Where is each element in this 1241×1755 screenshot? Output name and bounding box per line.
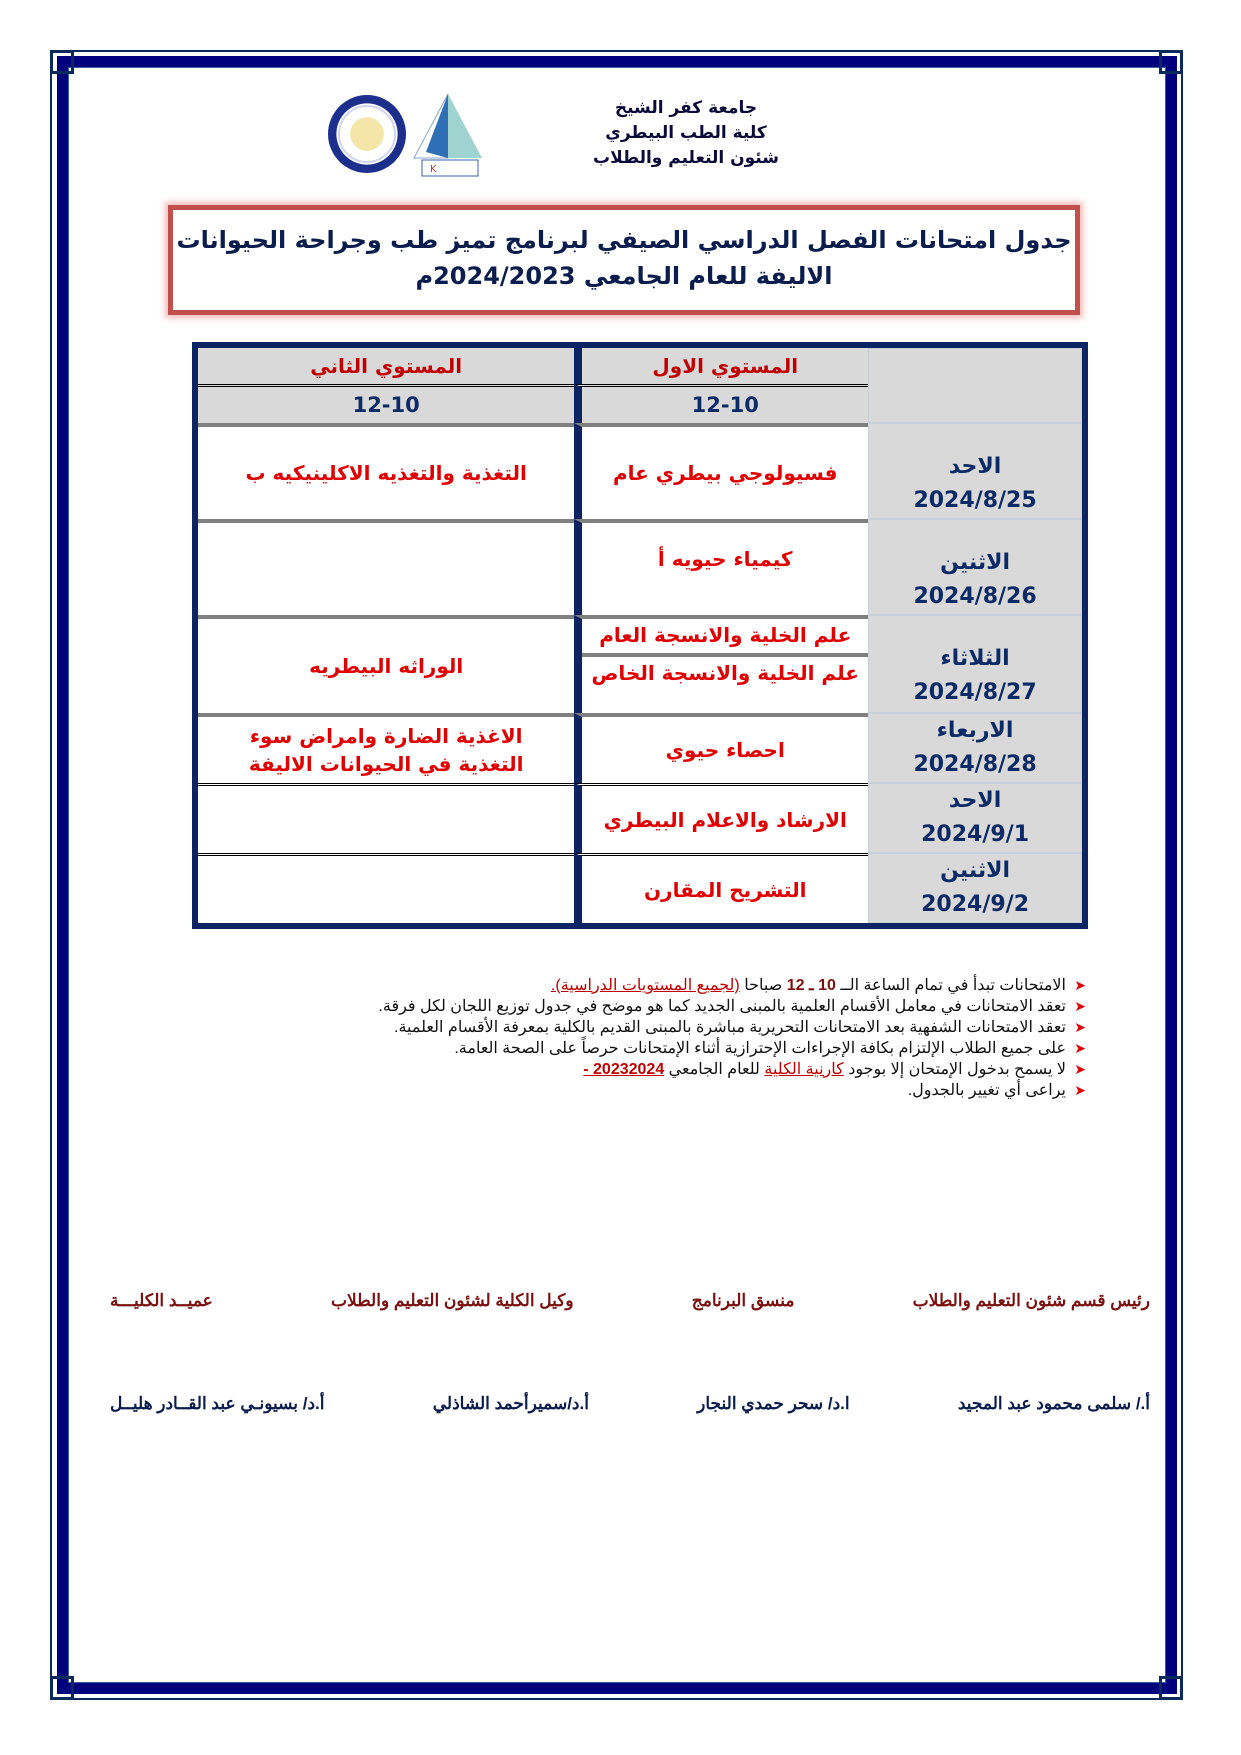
title-line-1: جدول امتحانات الفصل الدراسي الصيفي لبرنامج تميز طب وجراحة الحيوانات xyxy=(176,226,1072,254)
note-item: ➤ على جميع الطلاب الإلتزام بكافة الإجراءات الإحترازية أثناء الإمتحانات حرصاً على الصحة العامة. xyxy=(454,1040,1086,1057)
table-row xyxy=(198,423,1082,519)
column-header-level-2: المستوي الثاني xyxy=(198,348,574,384)
exam-date: 2024/9/2 xyxy=(921,892,1030,917)
signature-title: عميــد الكليـــة xyxy=(110,1291,213,1310)
all-levels-note: (لجميع المستويات الدراسية). xyxy=(550,977,740,994)
border-corner-ornament xyxy=(1159,1676,1183,1700)
university-name: جامعة كفر الشيخ xyxy=(614,98,758,118)
signatory-name: ا.د/ سحر حمدي النجار xyxy=(697,1394,850,1413)
subject-level-1 xyxy=(574,713,868,783)
subject-level-2: التغذية والتغذيه الاكلينيكيه ب xyxy=(198,423,574,519)
column-header-level-1: المستوي الاول xyxy=(574,348,868,384)
exam-time-range: 10 ـ 12 xyxy=(786,977,836,994)
day-name: الاثنين xyxy=(940,550,1011,575)
day-cell xyxy=(868,519,1082,615)
subject-level-2 xyxy=(198,519,574,615)
table-row xyxy=(198,783,1082,853)
subject-name: كيمياء حيويه أ xyxy=(657,547,793,571)
signature-title: رئيس قسم شئون التعليم والطلاب xyxy=(912,1291,1150,1310)
faculty-id-card-note: كارنية الكلية xyxy=(764,1061,844,1078)
subject-level-1 xyxy=(574,615,868,713)
day-name: الاحد xyxy=(948,454,1002,479)
subject-level-1 xyxy=(574,853,868,923)
subject-name: التشريح المقارن xyxy=(643,877,807,902)
exam-date: 2024/8/26 xyxy=(913,584,1037,609)
border-corner-ornament xyxy=(50,1676,74,1700)
arrow-bullet-icon: ➤ xyxy=(1074,1040,1086,1056)
subject-level-2: الاغذية الضارة وامراض سوء التغذية في الحيوانات الاليفة xyxy=(198,713,574,783)
time-level-1: 12-10 xyxy=(574,384,868,423)
academic-year: 20232024 - xyxy=(583,1061,665,1078)
subject-level-2: الوراثه البيطريه xyxy=(198,615,574,713)
signatory-name: أ./ سلمى محمود عبد المجيد xyxy=(957,1394,1150,1413)
day-cell xyxy=(868,615,1082,713)
page-title xyxy=(168,205,1080,315)
note-item: ➤ تعقد الامتحانات الشفهية بعد الامتحانات التحريرية مباشرة بالمبنى القديم بالكلية بمعرفة الأقسام العلمية. xyxy=(394,1019,1086,1036)
subject-level-2 xyxy=(198,783,574,853)
arrow-bullet-icon: ➤ xyxy=(1074,977,1086,993)
department-name: شئون التعليم والطلاب xyxy=(593,148,779,168)
subject-level-1 xyxy=(574,519,868,615)
header-corner-cell xyxy=(868,348,1082,423)
title-line-2: الاليفة للعام الجامعي 2024/2023م xyxy=(415,262,833,290)
signature-title: وكيل الكلية لشئون التعليم والطلاب xyxy=(330,1291,574,1310)
subject-name: احصاء حيوي xyxy=(665,738,785,762)
signature-title: منسق البرنامج xyxy=(691,1291,795,1310)
signatory-name: أ.د/سميرأحمد الشاذلي xyxy=(432,1394,589,1413)
subject-name: علم الخلية والانسجة الخاص xyxy=(591,661,859,685)
table-row xyxy=(198,615,1082,713)
note-item: ➤ يراعى أي تغيير بالجدول. xyxy=(907,1082,1086,1099)
signature-names xyxy=(110,1394,1150,1414)
day-name: الاثنين xyxy=(940,858,1011,883)
subject-name: الارشاد والاعلام البيطري xyxy=(603,807,847,832)
table-row xyxy=(198,713,1082,783)
day-cell xyxy=(868,713,1082,783)
faculty-name: كلية الطب البيطري xyxy=(605,123,767,143)
day-cell xyxy=(868,783,1082,853)
exam-notes-list xyxy=(186,975,1086,1101)
day-name: الاحد xyxy=(948,788,1002,813)
note-item: ➤ تعقد الامتحانات في معامل الأقسام العلمية بالمبنى الجديد كما هو موضح في جدول توزيع اللجان لكل فرقة. xyxy=(378,998,1086,1015)
table-header-row xyxy=(198,348,1082,384)
table-row xyxy=(198,519,1082,615)
time-level-2: 12-10 xyxy=(198,384,574,423)
note-item: ➤ الامتحانات تبدأ في تمام الساعة الــ 10 ـ 12 صباحا (لجميع المستويات الدراسية). xyxy=(550,977,1086,994)
day-cell xyxy=(868,853,1082,923)
exam-date: 2024/8/27 xyxy=(913,680,1037,705)
exam-date: 2024/8/25 xyxy=(913,488,1037,513)
signatory-name: أ.د/ بسيونـي عبد القــادر هليــل xyxy=(110,1394,325,1413)
subject-level-2 xyxy=(198,853,574,923)
subject-level-1 xyxy=(574,783,868,853)
institution-header xyxy=(556,96,816,171)
svg-text:K: K xyxy=(430,164,437,175)
arrow-bullet-icon: ➤ xyxy=(1074,1019,1086,1035)
day-cell xyxy=(868,423,1082,519)
arrow-bullet-icon: ➤ xyxy=(1074,998,1086,1014)
subject-level-1 xyxy=(574,423,868,519)
day-name: الاربعاء xyxy=(936,718,1014,743)
subject-name: فسيولوجي بيطري عام xyxy=(612,461,838,485)
faculty-seal-logo xyxy=(328,95,406,173)
note-item: ➤ لا يسمح بدخول الإمتحان إلا بوجود كارنية الكلية للعام الجامعي 20232024 - xyxy=(583,1061,1086,1078)
exam-date: 2024/9/1 xyxy=(921,822,1030,847)
border-corner-ornament xyxy=(50,50,74,74)
arrow-bullet-icon: ➤ xyxy=(1074,1082,1086,1098)
exam-date: 2024/8/28 xyxy=(913,752,1037,777)
arrow-bullet-icon: ➤ xyxy=(1074,1061,1086,1077)
signature-titles xyxy=(110,1291,1150,1311)
university-sail-logo xyxy=(408,92,486,180)
day-name: الثلاثاء xyxy=(940,646,1010,671)
subject-name: علم الخلية والانسجة العام xyxy=(582,619,868,657)
border-corner-ornament xyxy=(1159,50,1183,74)
exam-schedule-table xyxy=(192,342,1088,929)
table-row xyxy=(198,853,1082,923)
